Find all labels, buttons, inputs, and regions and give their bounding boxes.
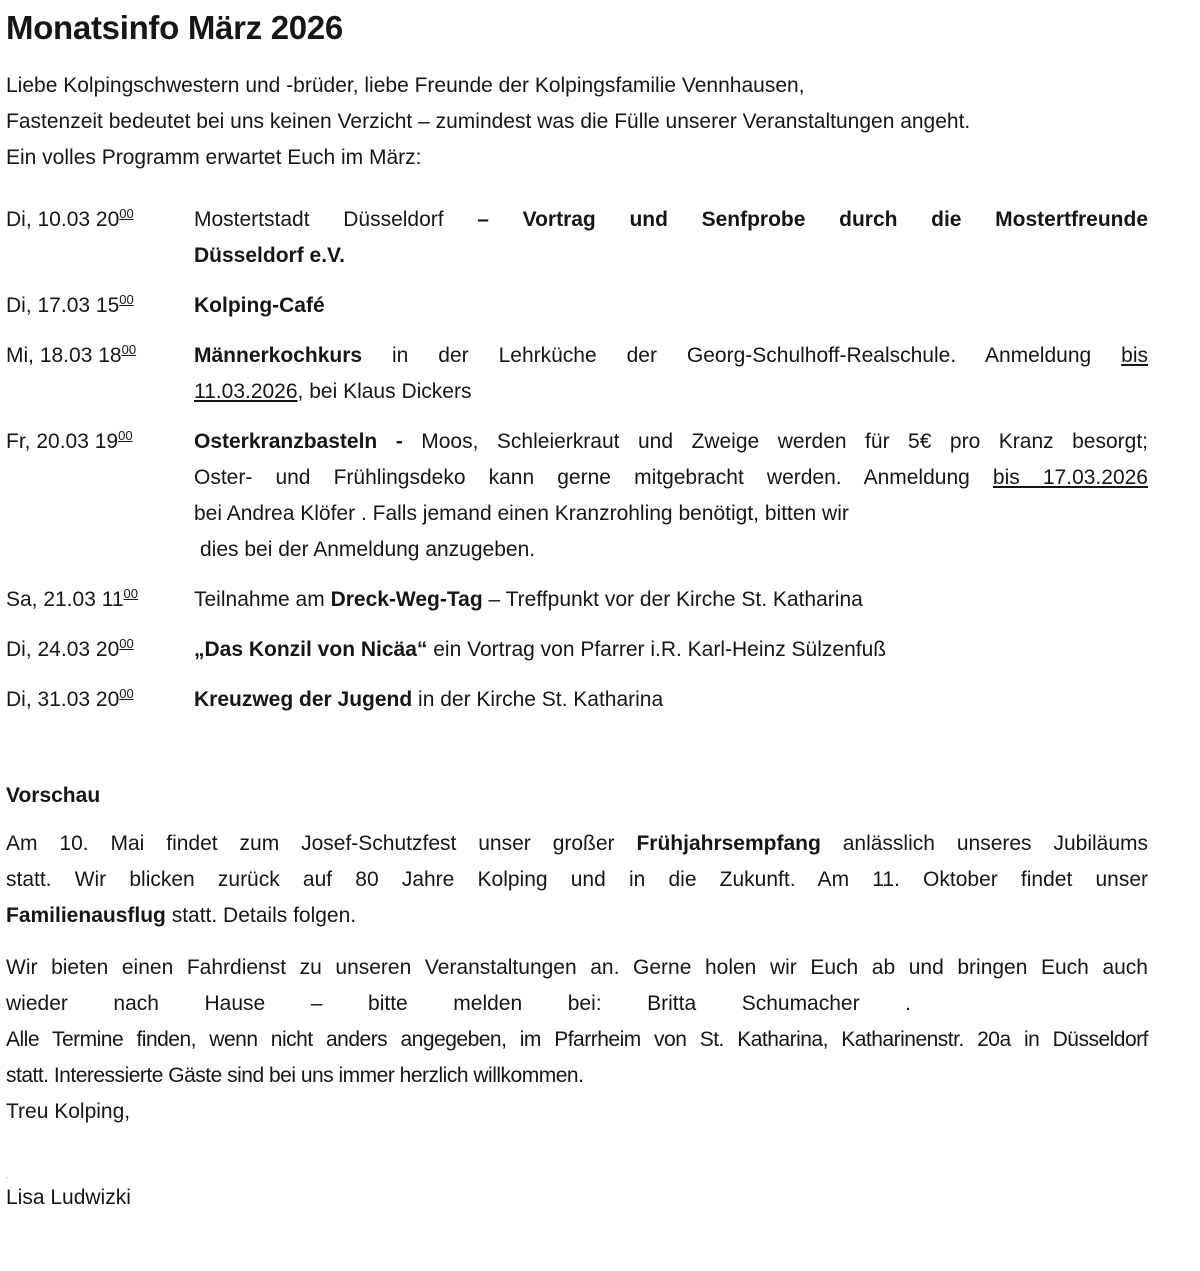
text-segment: 00 — [123, 586, 139, 601]
event-date — [6, 632, 194, 668]
event-date — [6, 424, 194, 568]
event-description-line — [194, 374, 1148, 410]
salutation-line: Liebe Kolpingschwestern und -brüder, liebe Freunde der Kolpingsfamilie Vennhausen, — [6, 74, 805, 97]
text-segment: Düsseldorf e.V. — [194, 244, 345, 267]
text-segment: in der Kirche St. Katharina — [412, 688, 664, 711]
text-segment: Dreck-Weg-Tag — [330, 588, 483, 611]
event-date — [6, 338, 194, 410]
vorschau-line — [6, 898, 1148, 934]
text-segment: wieder nach Hause – bitte melden bei: Britta Schumacher . — [6, 992, 911, 1015]
text-segment: Di, 10.03 20 — [6, 208, 120, 231]
event-description — [194, 424, 1148, 568]
event-description — [194, 202, 1148, 274]
vorschau-line — [6, 826, 1148, 862]
text-segment: ein Vortrag von Pfarrer i.R. Karl-Heinz Sülzenfuß — [433, 638, 887, 661]
signature-name: Lisa Ludwizki — [6, 1186, 131, 1209]
event-row — [6, 632, 1148, 668]
intro-line-2: Ein volles Programm erwartet Euch im März: — [6, 146, 422, 169]
intro-paragraph — [6, 104, 1148, 176]
event-description — [194, 288, 1148, 324]
event-row — [6, 202, 1148, 274]
event-description-line — [194, 532, 1148, 568]
event-list — [6, 202, 1148, 718]
event-description — [194, 682, 1148, 718]
text-segment: statt. Wir blicken zurück auf 80 Jahre Kolping und in die Zukunft. Am 11. Oktober findet unser — [6, 868, 1148, 891]
text-segment: anlässlich unseres Jubiläums — [820, 832, 1148, 855]
vorschau-heading: Vorschau — [6, 784, 101, 807]
text-segment: 11.03.2026 — [194, 380, 298, 403]
text-segment: 00 — [119, 636, 134, 651]
text-segment: statt. Interessierte Gäste sind bei uns immer herzlich willkommen. — [6, 1064, 584, 1087]
text-segment: Frühjahrsempfang — [636, 832, 821, 855]
fahrdienst-line — [6, 1022, 1148, 1058]
text-segment: bei Andrea Klöfer . Falls jemand einen Kranzrohling benötigt, bitten wir — [194, 502, 849, 525]
text-segment: statt. Details folgen. — [165, 904, 357, 927]
event-description-line — [194, 288, 1148, 324]
event-row — [6, 424, 1148, 568]
event-description — [194, 632, 1148, 668]
event-description-line — [194, 632, 1148, 668]
text-segment: in der Lehrküche der Georg-Schulhoff-Realschule. Anmeldung — [362, 344, 1122, 367]
text-segment: 00 — [119, 292, 134, 307]
text-segment: Wir bieten einen Fahrdienst zu unseren Veranstaltungen an. Gerne holen wir Euch ab und bringen Euch auch — [6, 956, 1148, 979]
text-segment: Mi, 18.03 18 — [6, 344, 122, 367]
event-description-line — [194, 582, 1148, 618]
text-segment: Am 10. Mai findet zum Josef-Schutzfest unser großer — [6, 832, 637, 855]
text-segment: Oster- und Frühlingsdeko kann gerne mitgebracht werden. Anmeldung — [194, 466, 993, 489]
event-date — [6, 682, 194, 718]
event-description-line — [194, 460, 1148, 496]
event-description-line — [194, 338, 1148, 374]
text-segment: dies bei der Anmeldung anzugeben. — [200, 538, 536, 561]
text-segment: Mostertstadt Düsseldorf — [194, 208, 478, 231]
text-segment: 00 — [119, 686, 134, 701]
text-segment: – Vortrag und Senfprobe durch die Mostertfreunde — [477, 208, 1148, 231]
text-segment: Di, 17.03 15 — [6, 294, 120, 317]
text-segment: bis 17.03.2026 — [992, 466, 1148, 489]
page-title: Monatsinfo März 2026 — [6, 9, 343, 46]
text-segment: bis — [1121, 344, 1148, 367]
stray-mark: . — [6, 1170, 9, 1180]
fahrdienst-line — [6, 986, 911, 1022]
vorschau-paragraph — [6, 826, 1148, 934]
text-segment: Teilnahme am — [194, 588, 331, 611]
text-segment: Männerkochkurs — [194, 344, 363, 367]
text-segment: Fr, 20.03 19 — [6, 430, 119, 453]
text-segment: Moos, Schleierkraut und Zweige werden für 5€ pro Kranz besorgt; — [421, 430, 1148, 453]
vorschau-line — [6, 862, 1148, 898]
text-segment: Sa, 21.03 11 — [6, 588, 124, 611]
event-date — [6, 288, 194, 324]
intro-line-1: Fastenzeit bedeutet bei uns keinen Verzicht – zumindest was die Fülle unserer Veranstaltungen angeht. — [6, 110, 971, 133]
text-segment: Kreuzweg der Jugend — [194, 688, 413, 711]
text-segment: 00 — [119, 206, 134, 221]
event-row — [6, 338, 1148, 410]
event-description-line — [194, 496, 1148, 532]
fahrdienst-paragraph — [6, 950, 1148, 1094]
event-date — [6, 202, 194, 274]
text-segment: Osterkranzbasteln - — [194, 430, 422, 453]
event-description-line — [194, 682, 1148, 718]
event-description-line — [194, 202, 1148, 238]
text-segment: Di, 31.03 20 — [6, 688, 120, 711]
event-description — [194, 338, 1148, 410]
text-segment: , bei Klaus Dickers — [297, 380, 472, 403]
text-segment: „Das Konzil von Nicäa“ — [194, 638, 434, 661]
event-description-line — [194, 238, 1148, 274]
text-segment: Familienausflug — [6, 904, 166, 927]
event-description-line — [194, 424, 1148, 460]
event-date — [6, 582, 194, 618]
text-segment: – Treffpunkt vor der Kirche St. Katharina — [482, 588, 863, 611]
text-segment: 00 — [121, 342, 137, 357]
fahrdienst-line — [6, 1058, 1148, 1094]
closing-line: Treu Kolping, — [6, 1100, 131, 1123]
event-row — [6, 582, 1148, 618]
text-segment: Alle Termine finden, wenn nicht anders angegeben, im Pfarrheim von St. Katharina, Katharinenstr. 20a in Düsseldorf — [6, 1028, 1148, 1051]
event-description — [194, 582, 1148, 618]
text-segment: Di, 24.03 20 — [6, 638, 120, 661]
text-segment: 00 — [118, 428, 133, 443]
text-segment: Kolping-Café — [194, 294, 325, 317]
fahrdienst-line — [6, 950, 1148, 986]
event-row — [6, 682, 1148, 718]
event-row — [6, 288, 1148, 324]
